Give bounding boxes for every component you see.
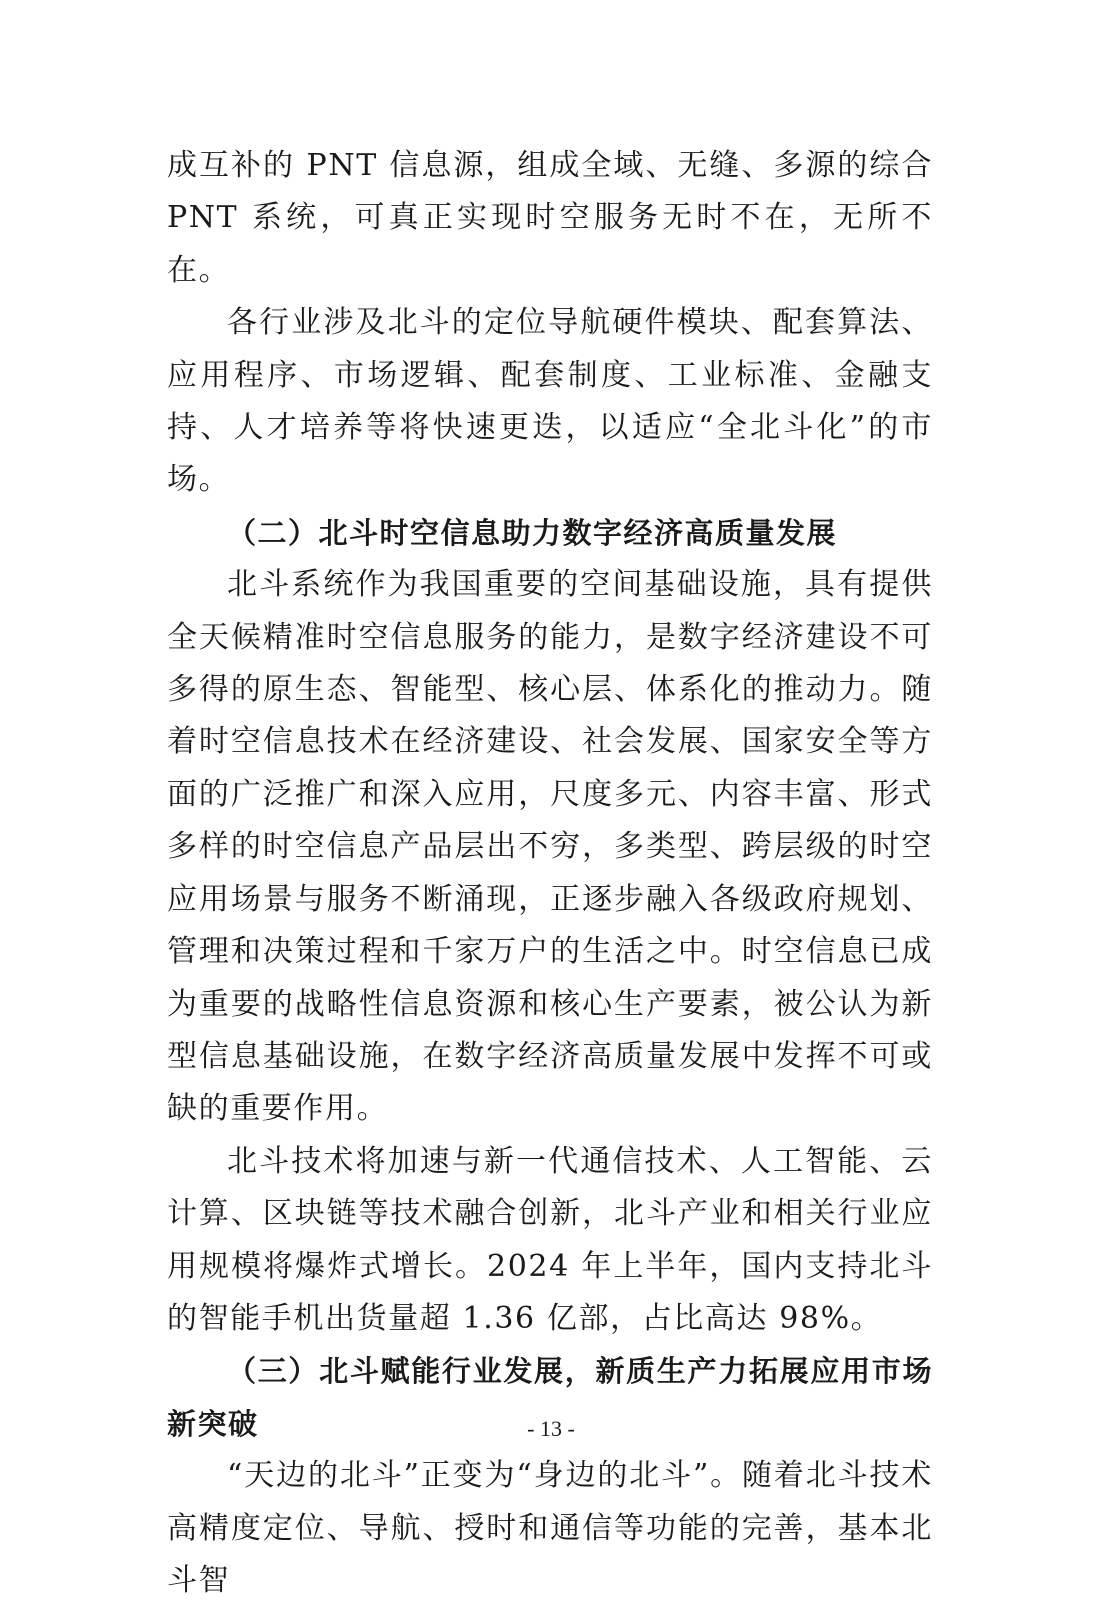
document-body bbox=[167, 140, 933, 1607]
paragraph-pnt-sources: 成互补的 PNT 信息源，组成全域、无缝、多源的综合 PNT 系统，可真正实现时空服务无时不在，无所不在。 bbox=[167, 148, 933, 288]
paragraph-spatiotemporal-info: 北斗系统作为我国重要的空间基础设施，具有提供全天候精准时空信息服务的能力，是数字经济建设不可多得的原生态、智能型、核心层、体系化的推动力。随着时空信息技术在经济建设、社会发展、国家安全等方面的广泛推广和深入应用，尺度多元、内容丰富、形式多样的时空信息产品层出不穷，多类型、跨层级的时空应用场景与服务不断涌现，正逐步融入各级政府规划、管理和决策过程和千家万户的生活之中。时空信息已成为重要的战略性信息资源和核心生产要素，被公认为新型信息基础设施，在数字经济高质量发展中发挥不可或缺的重要作用。 bbox=[167, 567, 933, 1127]
page-number: - 13 - bbox=[527, 1416, 575, 1441]
section-heading-3: （三）北斗赋能行业发展，新质生产力拓展应用市场新突破 bbox=[167, 1354, 933, 1441]
paragraph-tech-integration: 北斗技术将加速与新一代通信技术、人工智能、云计算、区块链等技术融合创新，北斗产业和相关行业应用规模将爆炸式增长。2024 年上半年，国内支持北斗的智能手机出货量超 1.36 亿部，占比高达 98%。 bbox=[167, 1143, 933, 1336]
paragraph-beidou-nearby: “天边的北斗”正变为“身边的北斗”。随着北斗技术高精度定位、导航、授时和通信等功能的完善，基本北斗智 bbox=[167, 1458, 933, 1598]
section-heading-2: （二）北斗时空信息助力数字经济高质量发展 bbox=[227, 515, 838, 550]
paragraph-industry-update: 各行业涉及北斗的定位导航硬件模块、配套算法、应用程序、市场逻辑、配套制度、工业标准、金融支持、人才培养等将快速更迭，以适应“全北斗化”的市场。 bbox=[167, 305, 933, 498]
